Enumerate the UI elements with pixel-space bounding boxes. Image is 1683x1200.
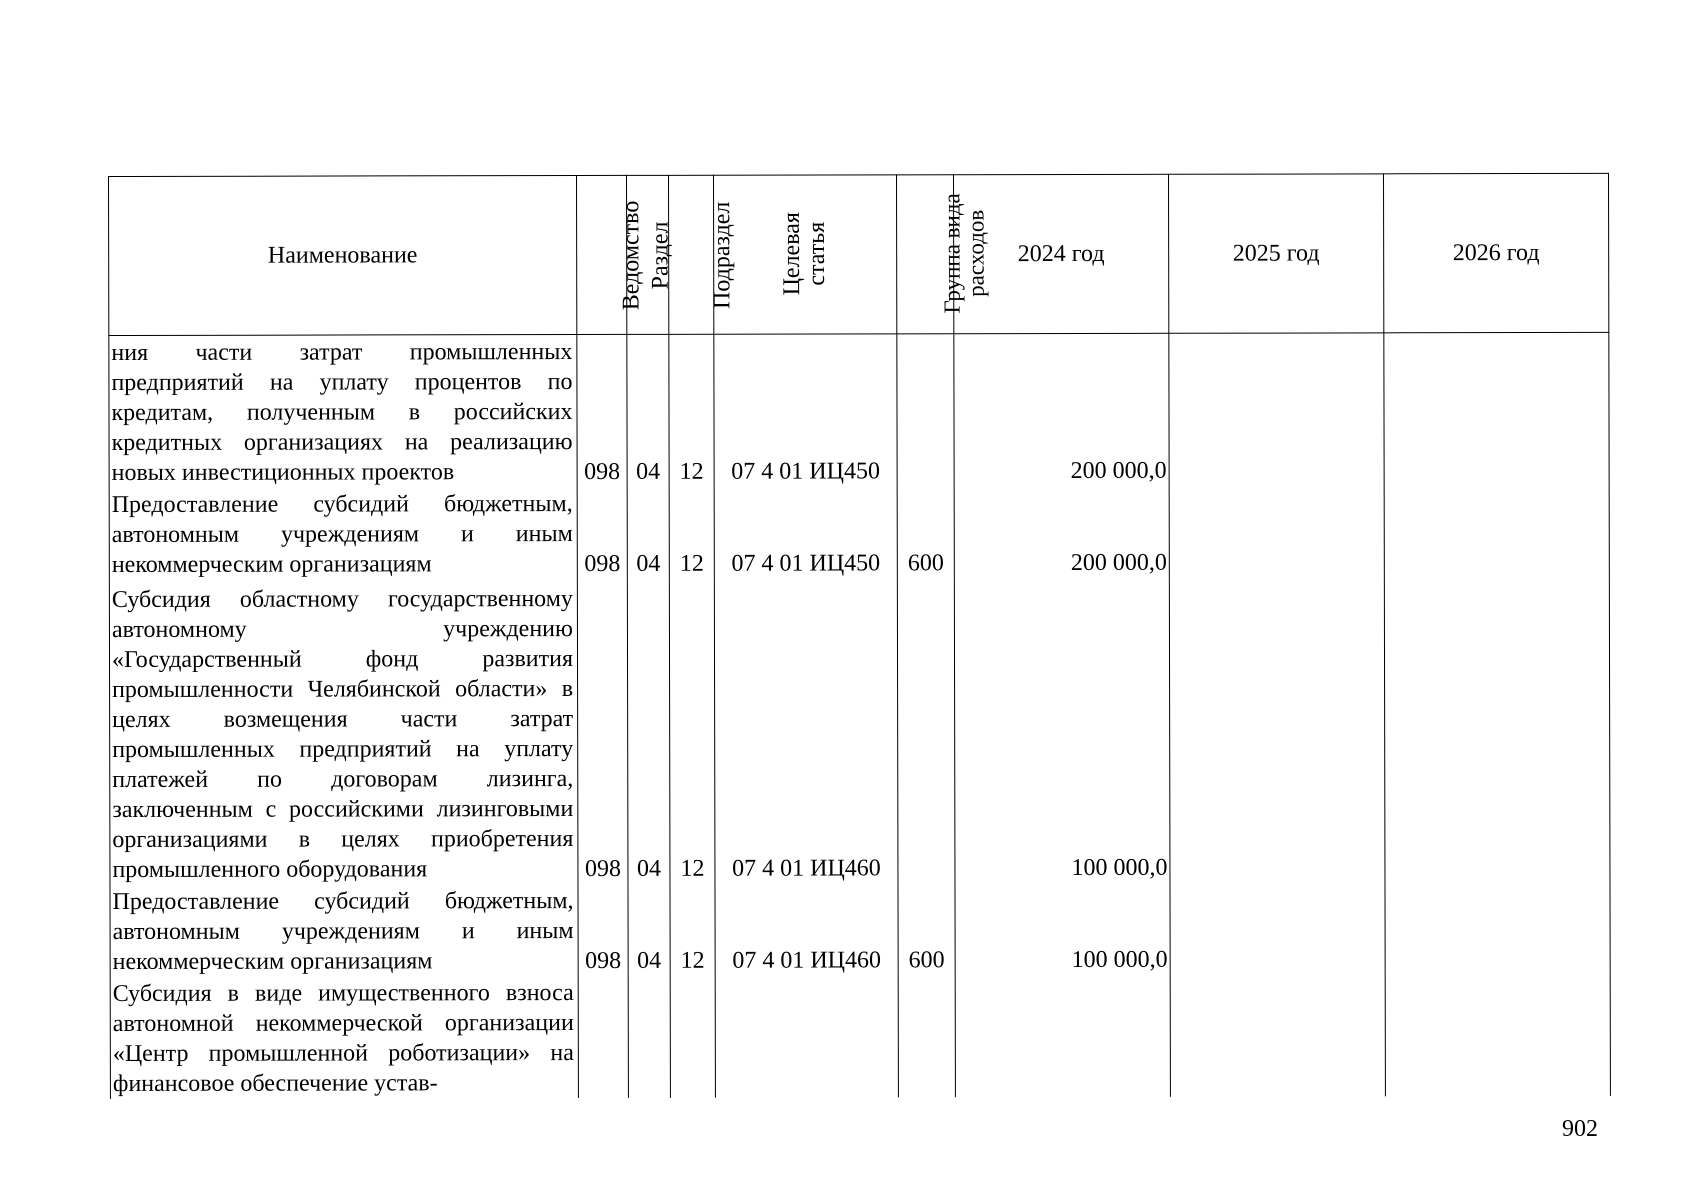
row-dept: 098	[577, 579, 628, 884]
row-expense-group: 600	[898, 883, 955, 975]
row-section	[628, 976, 670, 1098]
header-subsection: Подраздел	[668, 175, 713, 334]
row-section: 04	[627, 334, 669, 487]
row-target: 07 4 01 ИЦ450	[714, 334, 897, 487]
header-row	[109, 173, 1609, 335]
row-dept: 098	[577, 334, 627, 487]
row-section: 04	[627, 579, 670, 884]
header-expense-group: Группа вида расходов	[896, 175, 953, 334]
row-section: 04	[627, 487, 669, 579]
row-2025	[1170, 974, 1385, 1096]
header-target: Целевая статья	[713, 175, 896, 334]
row-2024: 200 000,0	[954, 333, 1169, 486]
header-section: Раздел	[626, 175, 668, 334]
row-target: 07 4 01 ИЦ460	[714, 578, 898, 883]
row-subsection	[670, 976, 715, 1098]
header-2026: 2026 год	[1383, 173, 1608, 332]
row-2024: 200 000,0	[954, 486, 1169, 578]
row-name: ния части затрат промышленных предприятий на уплату процентов по кредитам, полученным в российских кредитных организациях на реализацию новых инвестиционных проектов	[109, 335, 577, 488]
row-subsection: 12	[670, 884, 715, 976]
row-2026	[1384, 577, 1610, 882]
header-dept: Ведомство	[577, 175, 627, 334]
row-expense-group	[898, 975, 955, 1097]
budget-table	[108, 173, 1611, 1099]
table-row	[109, 577, 1610, 885]
row-target: 07 4 01 ИЦ460	[715, 883, 898, 975]
row-section: 04	[628, 884, 670, 976]
row-name: Предоставление субсидий бюджетным, автономным учреждениям и иным некоммерческим организациям	[110, 884, 578, 977]
row-2025	[1169, 577, 1385, 882]
row-expense-group	[897, 334, 954, 487]
budget-table-container	[108, 173, 1610, 1098]
row-expense-group: 600	[897, 486, 954, 578]
row-target: 07 4 01 ИЦ450	[714, 486, 897, 578]
row-name: Субсидия областному государственному автономному учреждению «Государственный фонд развития промышленности Челябинской области» в целях возмещения части затрат промышленных предприятий на уплату платежей по договорам лизинга, заключенным с российскими лизинговыми организациями в целях приобретения промышленного оборудования	[109, 579, 578, 885]
table-row	[109, 485, 1609, 580]
row-2024: 100 000,0	[955, 883, 1170, 975]
row-2026	[1385, 882, 1610, 974]
row-subsection: 12	[669, 334, 714, 487]
row-2024: 100 000,0	[954, 578, 1170, 883]
row-dept: 098	[578, 884, 628, 976]
row-name: Предоставление субсидий бюджетным, автономным учреждениям и иным некоммерческим организациям	[109, 487, 577, 580]
header-name: Наименование	[109, 176, 577, 336]
row-target	[715, 975, 898, 1097]
row-2025	[1169, 333, 1384, 486]
table-row	[109, 332, 1609, 488]
row-2026	[1384, 485, 1609, 577]
row-name: Субсидия в виде имущественного взноса автономной некоммерческой организации «Центр промышленной роботизации» на финансовое обеспечение устав-	[110, 976, 578, 1099]
row-expense-group	[897, 578, 955, 883]
row-2025	[1170, 882, 1385, 974]
row-2025	[1169, 485, 1384, 577]
header-2024: 2024 год	[953, 174, 1168, 333]
row-2026	[1385, 974, 1610, 1096]
row-dept: 098	[577, 487, 627, 579]
row-subsection: 12	[669, 487, 714, 579]
table-row	[110, 882, 1610, 977]
row-2024	[955, 975, 1170, 1097]
row-dept	[578, 976, 628, 1098]
page-number: 902	[1562, 1116, 1598, 1142]
row-2026	[1384, 332, 1609, 485]
header-2025: 2025 год	[1168, 174, 1383, 333]
table-row	[110, 974, 1610, 1099]
row-subsection: 12	[669, 579, 715, 884]
